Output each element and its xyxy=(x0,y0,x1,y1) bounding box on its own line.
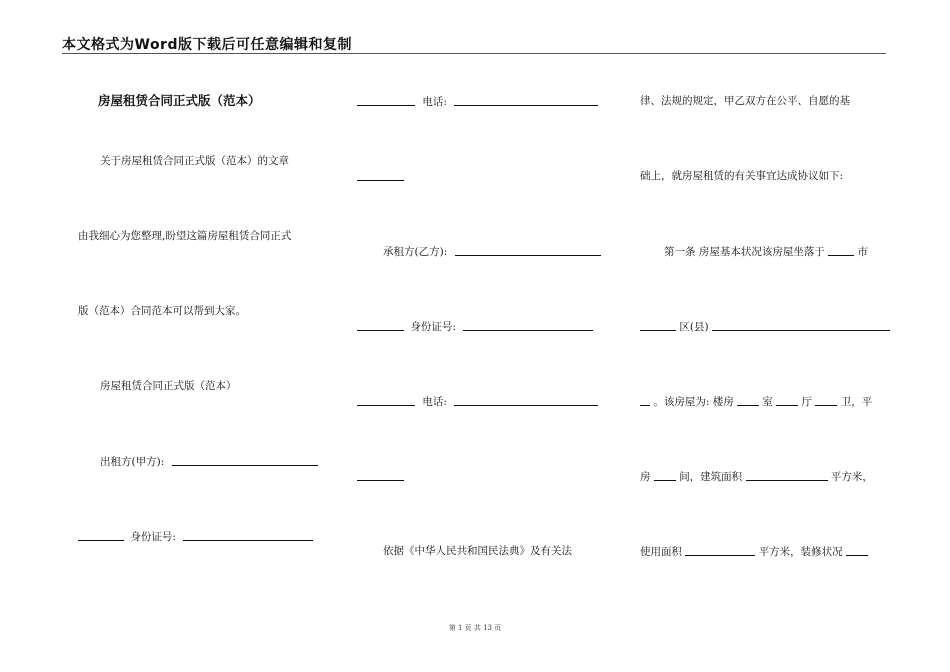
intro-line-2: 由我细心为您整理,盼望这篇房屋租赁合同正式 xyxy=(78,230,292,242)
lessee-blank-prefix-2[interactable] xyxy=(357,394,415,406)
lessor-blank-prefix[interactable] xyxy=(78,529,124,541)
lessor-id-blank[interactable] xyxy=(183,529,313,541)
contract-subtitle: 房屋租赁合同正式版（范本） xyxy=(100,380,237,392)
usable-area-row xyxy=(640,544,868,559)
usable-area-unit: 平方米，装修状况 xyxy=(758,546,843,558)
lessee-blank-line[interactable] xyxy=(357,469,404,481)
district-row xyxy=(640,319,890,334)
lessor-id-label: 身份证号: xyxy=(130,531,176,543)
lessee-blank-prefix[interactable] xyxy=(357,319,404,331)
city-label: 市 xyxy=(857,246,869,258)
column-2 xyxy=(357,0,607,672)
decoration-blank[interactable] xyxy=(846,544,868,556)
district-blank[interactable] xyxy=(712,319,890,331)
address-end-blank[interactable] xyxy=(640,394,650,406)
house-type-label: 。该房屋为: 楼房 xyxy=(653,396,734,408)
lessor-blank-prefix-2[interactable] xyxy=(357,94,415,106)
lessee-phone-label: 电话: xyxy=(422,396,447,408)
baths-blank[interactable] xyxy=(815,394,837,406)
lessee-label: 承租方(乙方): xyxy=(383,246,448,258)
building-area-unit: 平方米， xyxy=(830,471,873,483)
lessee-blank-row xyxy=(357,469,404,484)
law-basis-text: 依据《中华人民共和国民法典》及有关法 xyxy=(383,545,572,557)
bungalow-rooms-blank[interactable] xyxy=(654,469,676,481)
lessor-phone-label: 电话: xyxy=(422,96,447,108)
lessee-id-blank[interactable] xyxy=(463,319,593,331)
column-3 xyxy=(640,0,890,672)
lessor-blank-line[interactable] xyxy=(357,169,404,181)
district-label: 区(县) xyxy=(679,321,709,333)
lessee-blank[interactable] xyxy=(455,244,601,256)
lessor-row xyxy=(100,454,318,469)
halls-blank[interactable] xyxy=(776,394,798,406)
col3-line-2: 础上，就房屋租赁的有关事宜达成协议如下: xyxy=(640,170,844,182)
page-footer: 第 1 页 共 13 页 xyxy=(448,624,502,632)
rooms-label: 室 xyxy=(762,396,773,408)
lessee-phone-row xyxy=(357,394,598,409)
doc-title: 房屋租赁合同正式版（范本） xyxy=(98,93,261,108)
document-header: 本文格式为Word版下载后可任意编辑和复制 xyxy=(62,37,352,53)
lessee-phone-blank[interactable] xyxy=(454,394,598,406)
intro-line-3: 版（范本）合同范本可以帮到大家。 xyxy=(78,305,246,317)
lessor-label: 出租方(甲方): xyxy=(100,456,165,468)
usable-area-blank[interactable] xyxy=(685,544,755,556)
district-prefix-blank[interactable] xyxy=(640,319,676,331)
lessee-id-row xyxy=(357,319,593,334)
usable-area-label: 使用面积 xyxy=(640,546,682,558)
building-area-label: 间，建筑面积 xyxy=(679,471,743,483)
lessee-id-label: 身份证号: xyxy=(410,321,456,333)
lessor-phone-row xyxy=(357,94,598,109)
city-blank[interactable] xyxy=(828,244,854,256)
column-1 xyxy=(78,0,328,672)
house-type-row xyxy=(640,394,872,409)
lessor-phone-blank[interactable] xyxy=(454,94,598,106)
lessor-id-row xyxy=(78,529,313,544)
lessor-blank-row xyxy=(357,169,404,184)
building-area-blank[interactable] xyxy=(746,469,828,481)
baths-label: 卫，平 xyxy=(840,396,873,408)
intro-line-1: 关于房屋租赁合同正式版（范本）的文章 xyxy=(100,155,289,167)
lessee-row xyxy=(383,244,601,259)
article-1-text: 第一条 房屋基本状况该房屋坐落于 xyxy=(664,246,825,258)
area-row xyxy=(640,469,873,484)
halls-label: 厅 xyxy=(801,396,813,408)
article-1-location-row xyxy=(664,244,868,259)
bungalow-label: 房 xyxy=(640,471,651,483)
lessor-blank[interactable] xyxy=(172,454,318,466)
rooms-blank[interactable] xyxy=(737,394,759,406)
col3-line-1: 律、法规的规定，甲乙双方在公平、自愿的基 xyxy=(640,95,850,107)
